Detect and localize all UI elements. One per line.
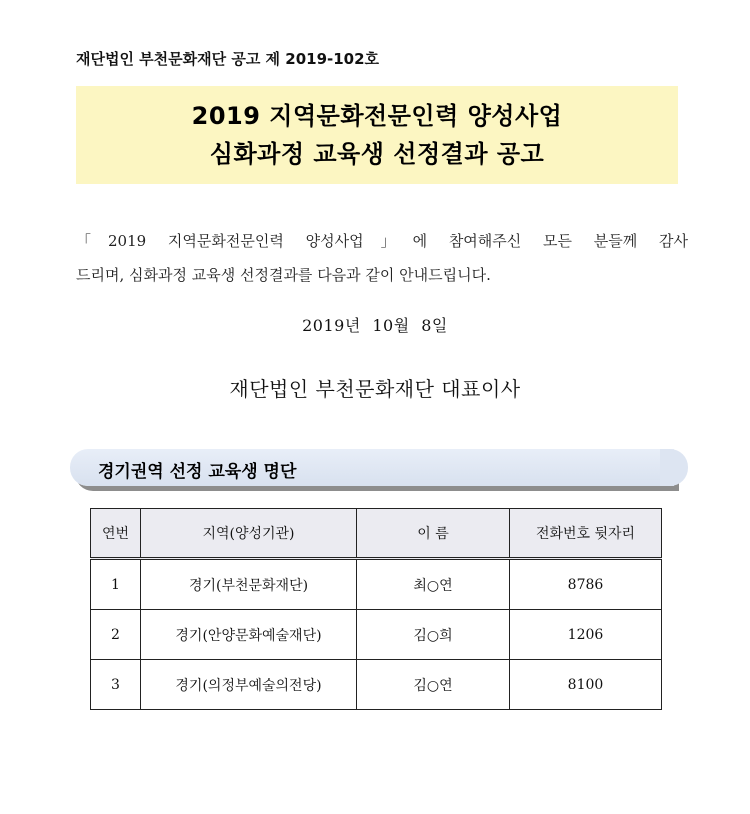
- table-row: [91, 660, 662, 710]
- row-name: 최○연: [357, 559, 510, 610]
- title-box: [76, 86, 678, 184]
- section-title: 경기권역 선정 교육생 명단: [98, 462, 297, 482]
- row-name: 김○연: [357, 660, 510, 710]
- title-line-1: 2019 지역문화전문인력 양성사업: [191, 102, 563, 130]
- row-region: 경기(부천문화재단): [141, 559, 357, 610]
- row-region: 경기(의정부예술의전당): [141, 660, 357, 710]
- table-header-row: [91, 509, 662, 559]
- header-no: 연번: [91, 509, 141, 559]
- body-line-1: 「2019 지역문화전문인력 양성사업」에 참여해주신 모든 분들께 감사: [76, 232, 688, 250]
- row-no: 2: [91, 610, 141, 660]
- row-phone: 1206: [510, 610, 662, 660]
- row-no: 3: [91, 660, 141, 710]
- signature: 재단법인 부천문화재단 대표이사: [229, 377, 521, 401]
- body-line-2: 드리며, 심화과정 교육생 선정결과를 다음과 같이 안내드립니다.: [76, 266, 491, 284]
- notice-date: 2019년 10월 8일: [302, 316, 448, 335]
- body-text: [76, 224, 688, 292]
- header-region: 지역(양성기관): [141, 509, 357, 559]
- row-no: 1: [91, 559, 141, 610]
- header-phone: 전화번호 뒷자리: [510, 509, 662, 559]
- row-phone: 8100: [510, 660, 662, 710]
- section-banner: [70, 449, 674, 486]
- row-region: 경기(안양문화예술재단): [141, 610, 357, 660]
- table-row: [91, 559, 662, 610]
- notice-number: 재단법인 부천문화재단 공고 제 2019-102호: [76, 50, 380, 68]
- table-row: [91, 610, 662, 660]
- row-phone: 8786: [510, 559, 662, 610]
- roster-table: [90, 508, 662, 710]
- row-name: 김○희: [357, 610, 510, 660]
- header-name: 이 름: [357, 509, 510, 559]
- title-line-2: 심화과정 교육생 선정결과 공고: [209, 140, 545, 168]
